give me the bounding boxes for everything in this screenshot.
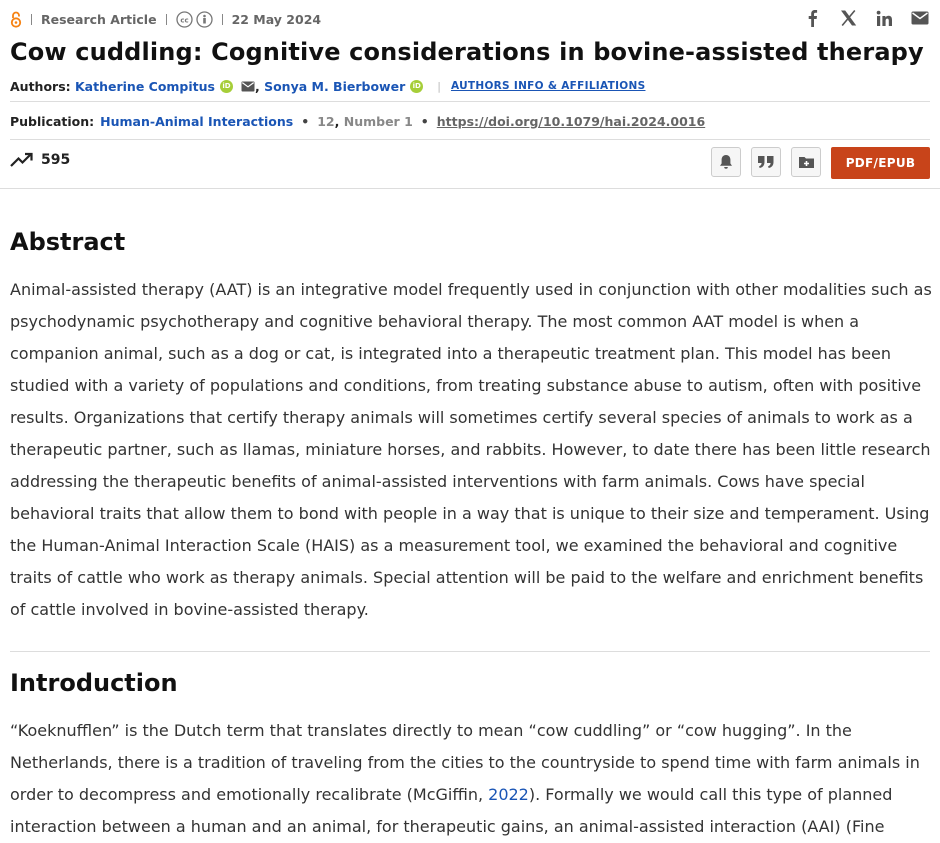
author-link-2[interactable]: Sonya M. Bierbower: [264, 78, 406, 94]
svg-text:cc: cc: [179, 16, 189, 24]
issue-number: Number 1: [343, 113, 413, 129]
publication-date: 22 May 2024: [231, 11, 322, 27]
authors-line: Authors : Katherine Compitus iD , Sonya M. Bierbower iD | AUTHORS INFO & AFFILIATIONS: [10, 78, 646, 94]
cite-button[interactable]: [751, 147, 781, 177]
introduction-text-part: ). Formally we would call this type of planned interaction between a human and an animal, for therapeutic gains, an animal-assisted interaction (AAI) (Fine: [10, 785, 893, 836]
introduction-heading: Introduction: [10, 669, 178, 697]
email-icon[interactable]: [241, 81, 255, 92]
creative-commons-icon: [176, 11, 193, 28]
article-toolbar: [0, 140, 940, 189]
article-title: Cow cuddling: Cognitive considerations in bovine-assisted therapy: [10, 38, 924, 66]
facebook-icon[interactable]: [802, 8, 822, 28]
metrics-count: 595: [41, 152, 71, 168]
x-icon[interactable]: [838, 8, 858, 28]
article-type: Research Article: [41, 11, 157, 27]
linkedin-icon[interactable]: [874, 8, 894, 28]
authors-label: Authors: [10, 78, 66, 94]
orcid-icon[interactable]: iD: [410, 80, 423, 93]
citation-link[interactable]: 2022: [488, 785, 529, 804]
email-icon[interactable]: [910, 8, 930, 28]
authors-affiliations-link[interactable]: AUTHORS INFO & AFFILIATIONS: [450, 80, 646, 92]
abstract-text: Animal-assisted therapy (AAT) is an integrative model frequently used in conjunction with other modalities such as psychodynamic psychotherapy and cognitive behavioral therapy. The most common AAT model is when a companion animal, such as a dog or cat, is integrated into a therapeutic treatment plan. This model has been studied with a variety of populations and conditions, from treating substance abuse to autism, often with positive results. Organizations that certify therapy animals will sometimes certify several species of animals to work as a therapeutic partner, such as llamas, miniature horses, and rabbits. However, to date there has been little research addressing the therapeutic benefits of animal-assisted interventions with farm animals. Cows have special behavioral traits that allow them to bond with people in a way that is unique to their size and temperament. Using the Human-Animal Interaction Scale (HAIS) as a measurement tool, we examined the behavioral and cognitive traits of cattle who work as therapy animals. Special attention will be paid to the welfare and enrichment benefits of cattle involved in bovine-assisted therapy.: [10, 280, 932, 619]
quote-icon: [757, 155, 775, 169]
publication-line: Publication: Human-Animal Interactions • 12 , Number 1 • https://doi.org/10.1079/hai.2024.0016: [10, 113, 706, 129]
folder-plus-icon: [798, 155, 815, 169]
pdf-epub-button[interactable]: PDF/EPUB: [831, 147, 930, 179]
journal-link[interactable]: Human-Animal Interactions: [100, 113, 294, 129]
alert-button[interactable]: [711, 147, 741, 177]
author-link-1[interactable]: Katherine Compitus: [75, 78, 215, 94]
doi-link[interactable]: https://doi.org/10.1079/hai.2024.0016: [436, 113, 706, 129]
introduction-text: [10, 715, 932, 843]
divider: [10, 101, 930, 102]
publication-label: Publication:: [10, 113, 95, 129]
introduction-text-part: “Koeknufflen” is the Dutch term that translates directly to mean “cow cuddling” or “cow hugging”. In the Netherlands, there is a tradition of traveling from the cities to the countryside to spend time with farm animals in order to decompress and emotionally recalibrate (McGiffin,: [10, 721, 920, 804]
volume: 12: [317, 113, 335, 129]
attribution-icon: [196, 11, 213, 28]
article-meta-bar: [10, 9, 321, 29]
metrics[interactable]: [10, 152, 70, 168]
divider: [10, 651, 930, 652]
add-to-folder-button[interactable]: [791, 147, 821, 177]
trending-up-icon: [10, 152, 34, 168]
abstract-heading: Abstract: [10, 228, 126, 256]
bell-icon: [719, 154, 733, 170]
open-access-icon: [10, 11, 22, 28]
orcid-icon[interactable]: iD: [220, 80, 233, 93]
share-bar: [786, 8, 930, 28]
